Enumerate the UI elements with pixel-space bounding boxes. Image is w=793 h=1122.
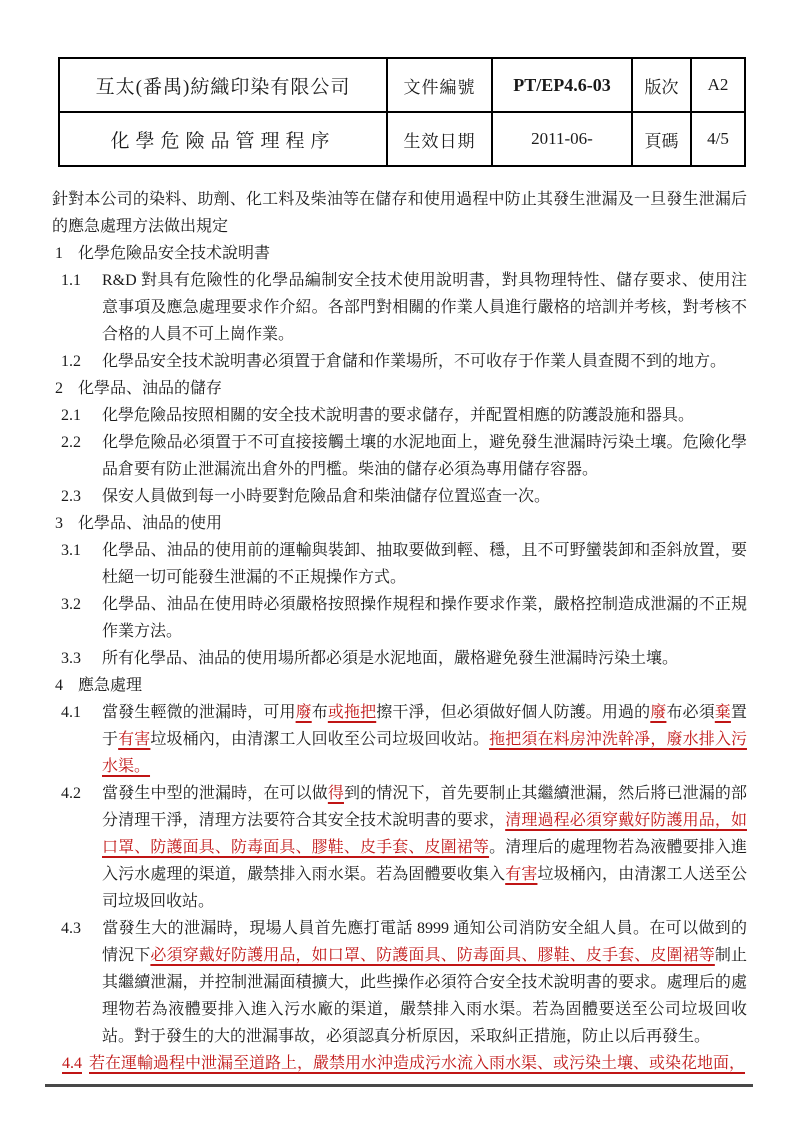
text-run: 布必須 <box>666 704 715 721</box>
text-run: 垃圾桶內，由清潔工人回收至公司垃圾回收站。 <box>150 731 490 748</box>
section-1-heading <box>52 240 747 267</box>
bottom-rule <box>45 1084 753 1087</box>
text-run: 化學危險品安全技术說明書 <box>78 245 271 262</box>
item-4-1 <box>52 699 747 780</box>
highlighted-text-run: 清理過程必須穿戴好防護用品，如口罩、防護面具、防毒面具、膠鞋、皮手套、皮圍裙等 <box>102 812 747 856</box>
item-number: 2.1 <box>61 407 81 424</box>
item-number: 2 <box>55 380 63 397</box>
header-table <box>58 57 746 167</box>
text-run: 到的情況下，首先要制止其繼續泄漏，然后將已泄漏的部分清理干淨，清理方法要符合其安全技术說明書的要求， <box>102 785 747 829</box>
text-run: 化學品、油品在使用時必須嚴格按照操作規程和操作要求作業，嚴格控制造成泄漏的不正規作業方法。 <box>102 596 747 640</box>
section-3-heading <box>52 510 747 537</box>
section-4-heading <box>52 672 747 699</box>
highlighted-text-run: 廢 <box>295 704 312 721</box>
item-number: 4 <box>55 677 63 694</box>
text-run: 當發生中型的泄漏時，在可以做 <box>102 785 328 802</box>
text-run: 化學品安全技术說明書必須置于倉儲和作業場所，不可收存于作業人員查閱不到的地方。 <box>102 353 727 370</box>
item-number: 3.3 <box>61 650 81 667</box>
item-number: 4.2 <box>61 785 81 802</box>
item-2-2 <box>52 429 747 483</box>
highlighted-text-run: 拖把須在料房沖洗幹凈，廢水排入污水渠。 <box>102 731 747 775</box>
date-value: 2011-06- <box>492 112 632 166</box>
header-row-2 <box>59 112 745 166</box>
highlighted-text-run: 棄 <box>714 704 731 721</box>
highlighted-text-run: 或拖把 <box>327 704 377 721</box>
version-label: 版次 <box>632 58 691 112</box>
intro-paragraph <box>52 186 747 240</box>
highlighted-text-run: 廢 <box>650 704 667 721</box>
version-value: A2 <box>691 58 745 112</box>
item-number: 3 <box>55 515 63 532</box>
item-2-1 <box>52 402 747 429</box>
date-label: 生效日期 <box>387 112 492 166</box>
item-4-3 <box>52 915 747 1050</box>
text-run: 化學危險品按照相關的安全技术說明書的要求儲存，并配置相應的防護設施和器具。 <box>102 407 695 424</box>
text-run: R&D 對具有危險性的化學品編制安全技术使用說明書，對具物理特性、儲存要求、使用注意事項及應急處理要求作介紹。各部門對相關的作業人員進行嚴格的培訓并考核，對考核不合格的人員不可上崗作業。 <box>102 272 747 343</box>
item-number: 3.2 <box>61 596 81 613</box>
item-number: 2.2 <box>61 434 81 451</box>
page-label: 頁碼 <box>632 112 691 166</box>
highlighted-text-run: 必須穿戴好防護用品，如口罩、防護面具、防毒面具、膠鞋、皮手套、皮圍裙等 <box>150 947 715 964</box>
item-number: 4.1 <box>61 704 81 721</box>
text-run: 垃圾桶內，由清潔工人送至公司垃圾回收站。 <box>102 866 747 910</box>
highlighted-text-run: 得 <box>327 785 344 802</box>
section-2-heading <box>52 375 747 402</box>
page-value: 4/5 <box>691 112 745 166</box>
highlighted-text-run: 有害 <box>118 731 151 748</box>
item-4-2 <box>52 780 747 915</box>
company-name: 互太(番禺)紡織印染有限公司 <box>59 58 387 112</box>
item-1-2 <box>52 348 747 375</box>
text-run: 所有化學品、油品的使用場所都必須是水泥地面，嚴格避免發生泄漏時污染土壤。 <box>102 650 679 667</box>
highlighted-text-run: 有害 <box>505 866 538 883</box>
text-run: 化學品、油品的使用前的運輸與裝卸、抽取要做到輕、穩，且不可野蠻裝卸和歪斜放置，要杜絕一切可能發生泄漏的不正規操作方式。 <box>102 542 747 586</box>
doc-no-value: PT/EP4.6-03 <box>492 58 632 112</box>
document-title: 化學危險品管理程序 <box>59 112 387 166</box>
text-run: 化學危險品必須置于不可直接接觸土壤的水泥地面上，避免發生泄漏時污染土壤。危險化學品倉要有防止泄漏流出倉外的門檻。柴油的儲存必須為專用儲存容器。 <box>102 434 747 478</box>
item-number: 1.1 <box>61 272 81 289</box>
item-1-1 <box>52 267 747 348</box>
item-4-4 <box>52 1050 747 1077</box>
item-3-1 <box>52 537 747 591</box>
item-3-3 <box>52 645 747 672</box>
item-number: 4.4 <box>62 1055 82 1072</box>
text-run: 應急處理 <box>78 677 143 694</box>
item-number: 1 <box>55 245 63 262</box>
text-run: 當發生大的泄漏時，現場人員首先應打電話 8999 通知公司消防安全組人員。在可以做到的情況下 <box>102 920 747 964</box>
header-row-1 <box>59 58 745 112</box>
doc-no-label: 文件編號 <box>387 58 492 112</box>
text-run: 保安人員做到每一小時要對危險品倉和柴油儲存位置巡查一次。 <box>102 488 551 505</box>
text-run: 擦干淨，但必須做好個人防護。用過的 <box>376 704 651 721</box>
text-run: 制止其繼續泄漏，并控制泄漏面積擴大，此些操作必須符合安全技术說明書的要求。處理后的處理物若為液體要排入進入污水廠的渠道，嚴禁排入雨水渠。若為固體要送至公司垃圾回收站。對于發生的大的泄漏事故，必須認真分析原因，采取糾正措施，防止以后再發生。 <box>102 947 747 1045</box>
item-3-2 <box>52 591 747 645</box>
item-number: 4.3 <box>61 920 81 937</box>
text-run: 當發生輕微的泄漏時，可用 <box>102 704 296 721</box>
text-run: 。清理后的處理物若為液體要排入進入污水處理的渠道，嚴禁排入雨水渠。若為固體要收集入 <box>102 839 747 883</box>
text-run: 布 <box>311 704 328 721</box>
item-2-3 <box>52 483 747 510</box>
text-run: 化學品、油品的使用 <box>78 515 223 532</box>
item-number: 2.3 <box>61 488 81 505</box>
document-body <box>52 186 747 1077</box>
item-number: 3.1 <box>61 542 81 559</box>
text-run: 針對本公司的染料、助劑、化工料及柴油等在儲存和使用過程中防止其發生泄漏及一旦發生泄漏后的應急處理方法做出規定 <box>52 191 747 235</box>
item-number: 1.2 <box>61 353 81 370</box>
text-run: 置于 <box>102 704 747 748</box>
highlighted-text-run: 若在運輸過程中泄漏至道路上，嚴禁用水沖造成污水流入雨水渠、或污染土壤、或染花地面， <box>89 1055 746 1072</box>
text-run: 化學品、油品的儲存 <box>78 380 223 397</box>
